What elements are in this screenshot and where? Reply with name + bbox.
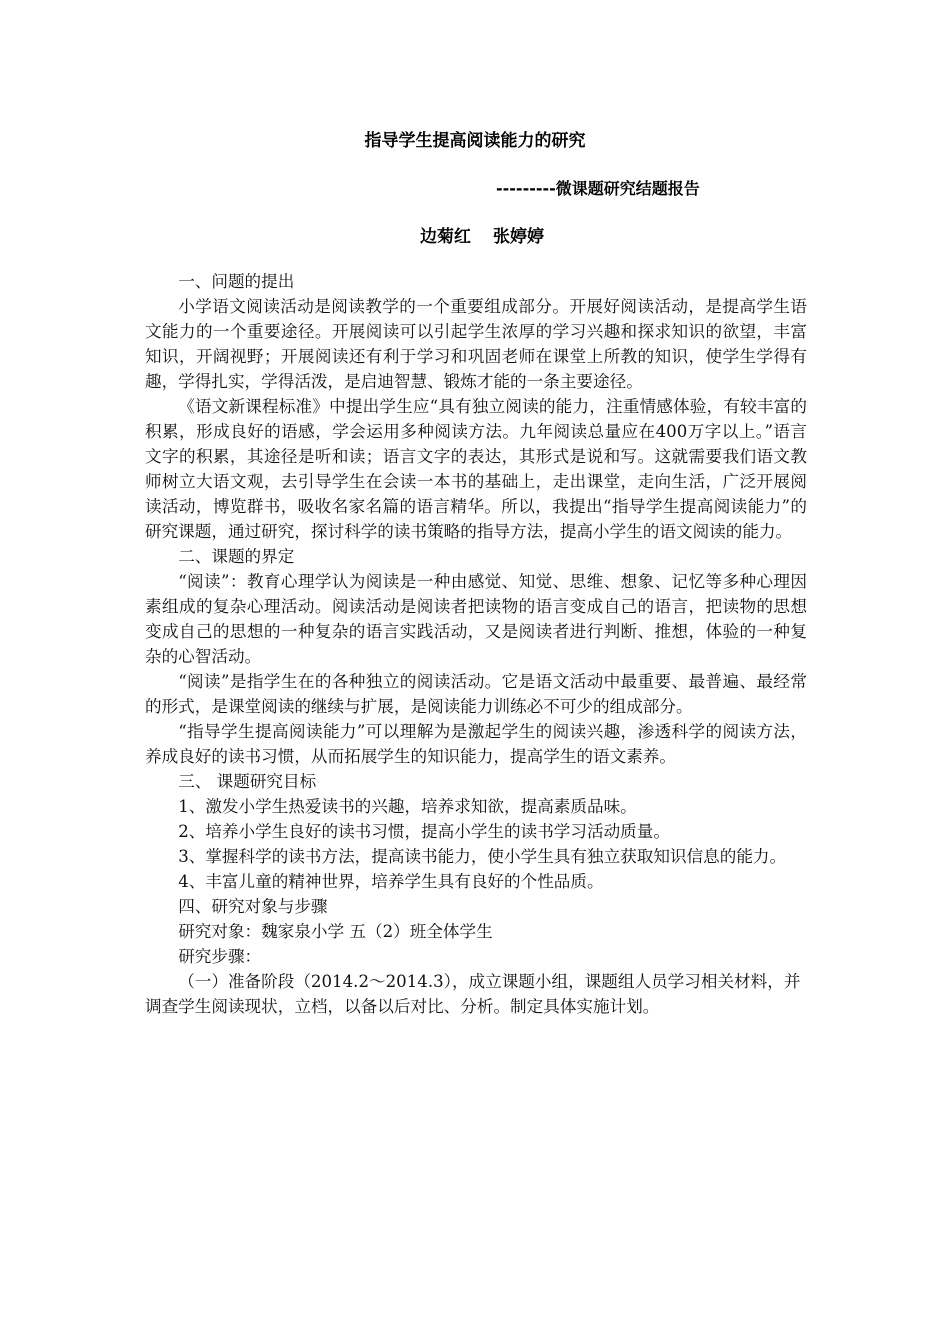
paragraph: “指导学生提高阅读能力”可以理解为是激起学生的阅读兴趣，渗透科学的阅读方法，养成良好的读书习惯，从而拓展学生的知识能力，提高学生的语文素养。 [145,722,807,766]
paragraph: 《语文新课程标准》中提出学生应“具有独立阅读的能力，注重情感体验，有较丰富的积累，形成良好的语感，学会运用多种阅读方法。九年阅读总量应在400万字以上。”语言文字的积累，其途径是听和读；语言文字的表达，其形式是说和写。这就需要我们语文教师树立大语文观，去引导学生在会读一本书的基础上，走出课堂，走向生活，广泛开展阅读活动，博览群书，吸收名家名篇的语言精华。所以，我提出“指导学生提高阅读能力”的研究课题，通过研究，探讨科学的读书策略的指导方法，提高小学生的语文阅读的能力。 [145,397,807,541]
section-heading: 一、问题的提出 [178,272,295,291]
paragraph: （一）准备阶段（2014.2～2014.3），成立课题小组，课题组人员学习相关材料，并调查学生阅读现状，立档，以备以后对比、分析。制定具体实施计划。 [145,972,801,1016]
goal-item: 3、掌握科学的读书方法，提高读书能力，使小学生具有独立获取知识信息的能力。 [178,847,787,866]
goal-item: 4、丰富儿童的精神世界，培养学生具有良好的个性品质。 [178,872,604,891]
section-heading: 三、 课题研究目标 [178,772,317,791]
document-title: 指导学生提高阅读能力的研究 [364,131,586,151]
document-body [145,269,807,1019]
paragraph: “阅读”是指学生在的各种独立的阅读活动。它是语文活动中最重要、最普遍、最经常的形式，是课堂阅读的继续与扩展，是阅读能力训练必不可少的组成部分。 [145,672,807,716]
paragraph: “阅读”：教育心理学认为阅读是一种由感觉、知觉、思维、想象、记忆等多种心理因素组成的复杂心理活动。阅读活动是阅读者把读物的语言变成自己的语言，把读物的思想变成自己的思想的一种复杂的语言实践活动，又是阅读者进行判断、推想，体验的一种复杂的心智活动。 [145,572,807,666]
goal-item: 2、培养小学生良好的读书习惯，提高小学生的读书学习活动质量。 [178,822,670,841]
section-heading: 二、课题的界定 [178,547,295,566]
paragraph: 研究步骤： [178,947,262,966]
authors-line [420,222,544,247]
author-name: 张婷婷 [493,227,544,247]
goal-item: 1、激发小学生热爱读书的兴趣，培养求知欲，提高素质品味。 [178,797,637,816]
paragraph: 小学语文阅读活动是阅读教学的一个重要组成部分。开展好阅读活动，是提高学生语文能力的一个重要途径。开展阅读可以引起学生浓厚的学习兴趣和探求知识的欲望，丰富知识，开阔视野；开展阅读还有利于学习和巩固老师在课堂上所教的知识，使学生学得有趣，学得扎实，学得活泼，是启迪智慧、锻炼才能的一条主要途径。 [145,297,807,391]
document-subtitle: ---------微课题研究结题报告 [496,179,700,198]
section-heading: 四、研究对象与步骤 [178,897,328,916]
paragraph: 研究对象：魏家泉小学 五（2）班全体学生 [178,922,493,941]
author-name: 边菊红 [420,227,471,247]
